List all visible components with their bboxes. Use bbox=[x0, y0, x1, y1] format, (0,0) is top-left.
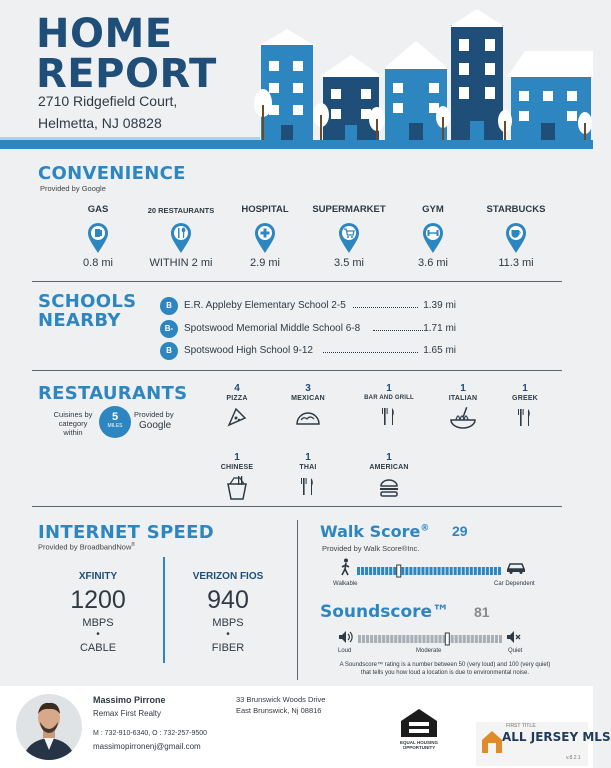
restaurant-category bbox=[273, 383, 343, 428]
restaurant-count: 1 bbox=[460, 383, 466, 394]
gauge-segment bbox=[422, 635, 425, 643]
gauge-segment bbox=[479, 635, 482, 643]
gauge-segment bbox=[442, 567, 445, 575]
gauge-segment bbox=[381, 567, 384, 575]
gauge-segment bbox=[421, 567, 424, 575]
divider bbox=[32, 506, 562, 507]
agent-photo bbox=[16, 692, 82, 762]
gauge-segment bbox=[455, 635, 458, 643]
cuisines-note-line: within bbox=[63, 428, 83, 437]
coffee-icon bbox=[505, 222, 527, 254]
address-line-2: Helmetta, NJ 08828 bbox=[38, 115, 162, 131]
isp-name: VERIZON FIOS bbox=[192, 571, 264, 582]
taco-icon bbox=[295, 406, 321, 428]
gauge-segment bbox=[458, 567, 461, 575]
cuisines-note bbox=[48, 410, 98, 437]
gauge-segment bbox=[406, 635, 409, 643]
utensils-icon bbox=[517, 406, 533, 428]
mls-name: ALL JERSEY MLS bbox=[502, 730, 611, 744]
isp-speed: 1200 bbox=[70, 586, 126, 614]
restaurant-label: CHINESE bbox=[220, 464, 254, 471]
internet-title: INTERNET SPEED bbox=[38, 522, 214, 543]
gauge-segment bbox=[454, 567, 457, 575]
convenience-subtitle: Provided by Google bbox=[40, 184, 106, 193]
gauge-segment bbox=[491, 635, 494, 643]
eho-line: OPPORTUNITY bbox=[402, 745, 436, 750]
mls-logo bbox=[476, 722, 611, 766]
gauge-segment bbox=[417, 567, 420, 575]
gauge-segment bbox=[370, 635, 373, 643]
restaurant-count: 3 bbox=[305, 383, 311, 394]
gauge-segment bbox=[431, 635, 434, 643]
gauge-segment bbox=[486, 567, 489, 575]
fork-spoon-icon bbox=[170, 222, 192, 254]
gauge-segment bbox=[361, 567, 364, 575]
gas-pump-icon bbox=[87, 222, 109, 254]
page-title bbox=[36, 11, 217, 97]
gauge-segment bbox=[425, 567, 428, 575]
gauge-segment bbox=[410, 635, 413, 643]
gauge-segment bbox=[475, 635, 478, 643]
gauge-segment bbox=[366, 635, 369, 643]
restaurant-label: PIZZA bbox=[226, 395, 248, 402]
school-distance: 1.65 mi bbox=[423, 345, 456, 356]
restaurant-label: ITALIAN bbox=[448, 395, 478, 402]
walk-score-title bbox=[320, 522, 429, 541]
gauge-segment bbox=[409, 567, 412, 575]
utensils-icon bbox=[381, 405, 397, 427]
restaurant-count: 1 bbox=[305, 452, 311, 463]
equal-housing-icon bbox=[398, 707, 440, 739]
gauge-segment bbox=[495, 635, 498, 643]
agent-email[interactable]: massimopirronenj@gmail.com bbox=[93, 742, 201, 751]
isp-name: XFINITY bbox=[78, 571, 118, 582]
agent-name: Massimo Pirrone bbox=[93, 695, 166, 705]
speaker-loud-icon bbox=[338, 630, 354, 644]
gauge-segment bbox=[478, 567, 481, 575]
mls-house-icon bbox=[480, 728, 504, 754]
gauge-segment bbox=[426, 635, 429, 643]
restaurant-label: MEXICAN bbox=[291, 395, 325, 402]
gauge-segment bbox=[435, 635, 438, 643]
schools-title-line-1: SCHOOLS bbox=[38, 291, 137, 312]
restaurant-category bbox=[202, 383, 272, 428]
convenience-item-supermarket bbox=[304, 204, 394, 269]
gauge-segment bbox=[401, 567, 404, 575]
schools-title bbox=[38, 292, 136, 330]
title-line-2: REPORT bbox=[36, 51, 217, 97]
convenience-item-starbucks bbox=[471, 204, 561, 269]
radius-value: 5 bbox=[111, 411, 119, 423]
gauge-segment bbox=[494, 567, 497, 575]
gauge-track bbox=[358, 633, 502, 645]
school-name: Spotswood Memorial Middle School 6-8 bbox=[184, 323, 361, 334]
divider bbox=[32, 370, 562, 371]
gauge-segment bbox=[369, 567, 372, 575]
gauge-segment bbox=[482, 567, 485, 575]
houses-illustration bbox=[255, 5, 593, 150]
gauge-segment bbox=[390, 635, 393, 643]
isp-type: CABLE bbox=[79, 642, 117, 654]
convenience-value: 11.3 mi bbox=[498, 257, 534, 269]
takeout-box-icon bbox=[224, 475, 250, 501]
convenience-value: 0.8 mi bbox=[83, 257, 113, 269]
convenience-label: GAS bbox=[87, 204, 109, 215]
agent-brokerage: Remax First Realty bbox=[93, 709, 162, 718]
convenience-item-hospital bbox=[220, 204, 310, 269]
gauge-segment bbox=[471, 635, 474, 643]
gauge-segment bbox=[402, 635, 405, 643]
school-distance: 1.71 mi bbox=[423, 323, 456, 334]
gauge-segment bbox=[414, 635, 417, 643]
school-row bbox=[160, 342, 456, 360]
restaurant-category bbox=[428, 383, 498, 430]
gauge-segment bbox=[358, 635, 361, 643]
convenience-value: 2.9 mi bbox=[250, 257, 280, 269]
gauge-segment bbox=[446, 567, 449, 575]
school-distance: 1.39 mi bbox=[423, 300, 456, 311]
walk-score-marker bbox=[397, 565, 401, 577]
registered-mark: ® bbox=[420, 523, 430, 534]
restaurant-category bbox=[202, 452, 272, 501]
gauge-segment bbox=[365, 567, 368, 575]
gauge-segment bbox=[439, 635, 442, 643]
convenience-title: CONVENIENCE bbox=[38, 163, 186, 184]
header bbox=[0, 0, 593, 150]
gauge-segment bbox=[394, 635, 397, 643]
car-icon bbox=[506, 560, 526, 574]
office-address-line-1: 33 Brunswick Woods Drive bbox=[236, 695, 326, 704]
restaurant-count: 1 bbox=[386, 383, 392, 394]
isp-verizon bbox=[173, 571, 283, 654]
cuisines-note-line: Cuisines by bbox=[53, 410, 93, 419]
utensils-icon bbox=[300, 475, 316, 497]
restaurant-label: GREEK bbox=[512, 395, 538, 402]
isp-divider bbox=[163, 557, 165, 663]
soundscore-title: Soundscore™ bbox=[320, 602, 450, 622]
google-logo: Google bbox=[139, 420, 172, 431]
schools-title-line-2: NEARBY bbox=[38, 310, 121, 331]
isp-type: FIBER bbox=[211, 642, 245, 654]
speaker-muted-icon bbox=[506, 630, 522, 644]
radius-badge bbox=[99, 406, 131, 438]
convenience-value: 3.6 mi bbox=[418, 257, 448, 269]
gauge-segment bbox=[389, 567, 392, 575]
gauge-segment bbox=[470, 567, 473, 575]
restaurant-count: 1 bbox=[386, 452, 392, 463]
gauge-segment bbox=[499, 635, 502, 643]
gauge-segment bbox=[459, 635, 462, 643]
gauge-segment bbox=[393, 567, 396, 575]
version-text: v.8.2.1 bbox=[566, 755, 581, 761]
mls-small-text: FIRST TITLE bbox=[506, 723, 536, 729]
pasta-icon bbox=[449, 406, 477, 430]
isp-separator: • bbox=[226, 629, 230, 640]
soundscore-note-line: that tells you how loud a location is due to environmental noise. bbox=[360, 670, 530, 676]
sound-middle-label: Moderate bbox=[416, 648, 442, 654]
gauge-segment bbox=[490, 567, 493, 575]
internet-subtitle: Provided by BroadbandNow® bbox=[38, 542, 136, 552]
restaurant-label: BAR AND GRILL bbox=[364, 395, 414, 401]
gauge-segment bbox=[405, 567, 408, 575]
gauge-segment bbox=[413, 567, 416, 575]
header-accent-bar bbox=[0, 140, 593, 149]
gauge-segment bbox=[430, 567, 433, 575]
vertical-divider bbox=[297, 520, 298, 680]
pizza-icon bbox=[226, 406, 248, 428]
restaurant-category bbox=[354, 452, 424, 499]
gauge-segment bbox=[438, 567, 441, 575]
gauge-segment bbox=[483, 635, 486, 643]
gauge-segment bbox=[357, 567, 360, 575]
soundscore-value: 81 bbox=[474, 604, 490, 620]
gauge-segment bbox=[451, 635, 454, 643]
gauge-segment bbox=[434, 567, 437, 575]
walker-icon bbox=[339, 558, 353, 576]
walk-left-label: Walkable bbox=[333, 581, 358, 587]
convenience-label: GYM bbox=[422, 204, 444, 215]
restaurant-label: AMERICAN bbox=[369, 464, 409, 471]
gauge-segment bbox=[362, 635, 365, 643]
office-address-line-2: East Brunswick, Nj 08816 bbox=[236, 706, 322, 715]
convenience-label: HOSPITAL bbox=[241, 204, 289, 215]
grade-badge: B bbox=[160, 297, 178, 315]
convenience-item-restaurants bbox=[136, 204, 226, 269]
agent-phones: M : 732-910-6340, O : 732-257-9500 bbox=[93, 730, 208, 737]
isp-speed: 940 bbox=[207, 586, 249, 614]
gauge-segment bbox=[467, 635, 470, 643]
leader-dots bbox=[373, 330, 423, 331]
gauge-segment bbox=[487, 635, 490, 643]
convenience-label: 20 RESTAURANTS bbox=[147, 206, 215, 215]
divider bbox=[32, 281, 562, 282]
grade-badge: B bbox=[160, 342, 178, 360]
gauge-segment bbox=[474, 567, 477, 575]
convenience-item-gym bbox=[388, 204, 478, 269]
convenience-label: SUPERMARKET bbox=[312, 204, 386, 215]
gauge-segment bbox=[450, 567, 453, 575]
gauge-segment bbox=[373, 567, 376, 575]
leader-dots bbox=[323, 352, 418, 353]
gym-icon bbox=[422, 222, 444, 254]
convenience-value: 3.5 mi bbox=[334, 257, 364, 269]
walk-score-gauge bbox=[357, 564, 501, 574]
restaurant-count: 4 bbox=[234, 383, 240, 394]
isp-separator: • bbox=[96, 629, 100, 640]
convenience-label: STARBUCKS bbox=[486, 204, 546, 215]
gauge-segment bbox=[462, 567, 465, 575]
walk-score-value: 29 bbox=[452, 523, 468, 539]
gauge-segment bbox=[377, 567, 380, 575]
burger-icon bbox=[377, 475, 401, 499]
gauge-segment bbox=[463, 635, 466, 643]
walk-score-subtitle: Provided by Walk Score®Inc. bbox=[322, 544, 420, 553]
gauge-segment bbox=[374, 635, 377, 643]
isp-unit: MBPS bbox=[82, 617, 114, 629]
soundscore-gauge bbox=[358, 632, 502, 642]
convenience-value: WITHIN 2 mi bbox=[149, 257, 213, 269]
radius-unit: MILES bbox=[107, 423, 123, 429]
leader-dots bbox=[353, 307, 418, 308]
sound-left-label: Loud bbox=[338, 648, 352, 654]
walk-right-label: Car Dependent bbox=[494, 581, 535, 587]
grade-badge: B- bbox=[160, 320, 178, 338]
eho-line: EQUAL HOUSING bbox=[400, 740, 438, 745]
soundscore-note-line: A Soundscore™ rating is a number between 50 (very loud) and 100 (very quiet) bbox=[339, 662, 551, 668]
convenience-item-gas bbox=[53, 204, 143, 269]
address-line-1: 2710 Ridgefield Court, bbox=[38, 93, 178, 109]
soundscore-note bbox=[320, 661, 570, 677]
gauge-segment bbox=[418, 635, 421, 643]
restaurants-provided-by: Provided by bbox=[134, 410, 174, 419]
cuisines-note-line: category bbox=[58, 419, 88, 428]
gauge-segment bbox=[498, 567, 501, 575]
school-row bbox=[160, 320, 456, 338]
internet-subtitle-text: Provided by BroadbandNow bbox=[38, 542, 132, 552]
gauge-segment bbox=[386, 635, 389, 643]
school-row bbox=[160, 297, 456, 315]
isp-xfinity bbox=[43, 571, 153, 654]
school-name: E.R. Appleby Elementary School 2-5 bbox=[184, 300, 346, 311]
restaurant-count: 1 bbox=[234, 452, 240, 463]
hospital-icon bbox=[254, 222, 276, 254]
restaurants-title: RESTAURANTS bbox=[38, 383, 188, 404]
sound-right-label: Quiet bbox=[508, 648, 523, 654]
gauge-segment bbox=[466, 567, 469, 575]
restaurant-category bbox=[490, 383, 560, 428]
footer bbox=[0, 686, 611, 768]
gauge-track bbox=[357, 565, 501, 577]
soundscore-marker bbox=[445, 633, 449, 645]
walk-score-title-text: Walk Score bbox=[320, 522, 421, 541]
school-name: Spotswood High School 9-12 bbox=[184, 345, 313, 356]
gauge-segment bbox=[378, 635, 381, 643]
cart-icon bbox=[338, 222, 360, 254]
restaurant-count: 1 bbox=[522, 383, 528, 394]
restaurant-label: THAI bbox=[299, 464, 317, 471]
restaurant-category bbox=[273, 452, 343, 497]
restaurant-category bbox=[354, 383, 424, 427]
gauge-segment bbox=[398, 635, 401, 643]
title-line-1: HOME bbox=[36, 11, 173, 57]
gauge-segment bbox=[385, 567, 388, 575]
gauge-segment bbox=[382, 635, 385, 643]
isp-unit: MBPS bbox=[212, 617, 244, 629]
equal-housing-text bbox=[395, 740, 443, 750]
